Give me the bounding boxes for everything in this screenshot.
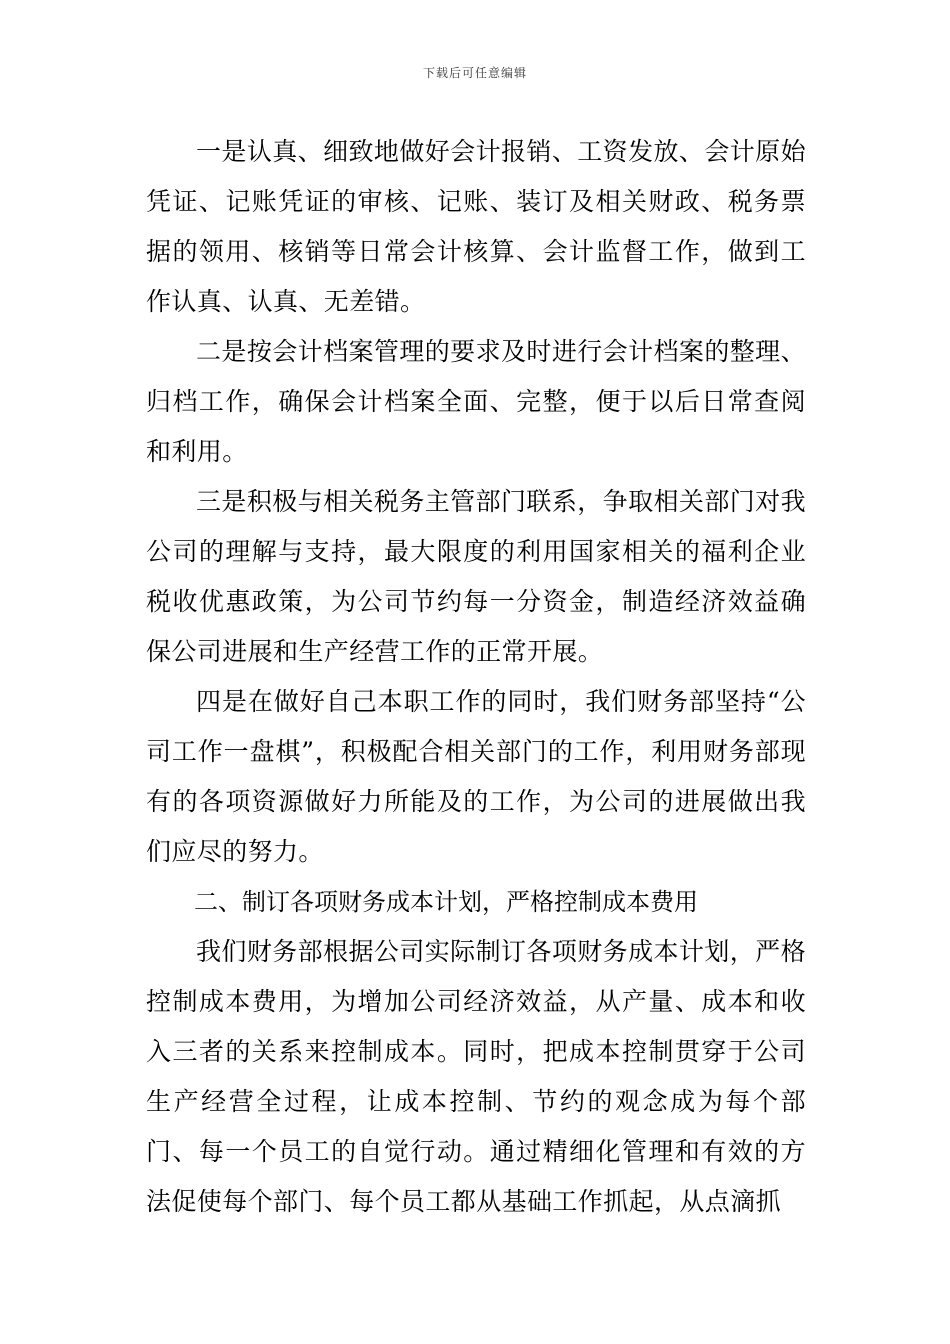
section-heading: 二、制订各项财务成本计划，严格控制成本费用 <box>194 888 698 916</box>
paragraph-item-5: 我们财务部根据公司实际制订各项财务成本计划，严格控制成本费用，为增加公司经济效益，从产量、成本和收入三者的关系来控制成本。同时，把成本控制贯穿于公司生产经营全过程，让成本控制、节约的观念成为每个部门、每一个员工的自觉行动。通过精细化管理和有效的方法促使每个部门、每个员工都从基础工作抓起，从点滴抓 <box>146 937 806 1216</box>
page-header-note: 下载后可任意编辑 <box>422 66 527 80</box>
paragraph-item-1: 一是认真、细致地做好会计报销、工资发放、会计原始凭证、记账凭证的审核、记账、装订及相关财政、税务票据的领用、核销等日常会计核算、会计监督工作，做到工作认真、认真、无差错。 <box>146 137 806 316</box>
paragraph-item-4: 四是在做好自己本职工作的同时，我们财务部坚持“公司工作一盘棋”，积极配合相关部门的工作，利用财务部现有的各项资源做好力所能及的工作，为公司的进展做出我们应尽的努力。 <box>146 687 806 866</box>
paragraph-item-3: 三是积极与相关税务主管部门联系，争取相关部门对我公司的理解与支持，最大限度的利用国家相关的福利企业税收优惠政策，为公司节约每一分资金，制造经济效益确保公司进展和生产经营工作的正常开展。 <box>146 487 806 666</box>
document-body <box>146 127 806 1227</box>
paragraph-item-2: 二是按会计档案管理的要求及时进行会计档案的整理、归档工作，确保会计档案全面、完整，便于以后日常查阅和利用。 <box>146 337 806 466</box>
